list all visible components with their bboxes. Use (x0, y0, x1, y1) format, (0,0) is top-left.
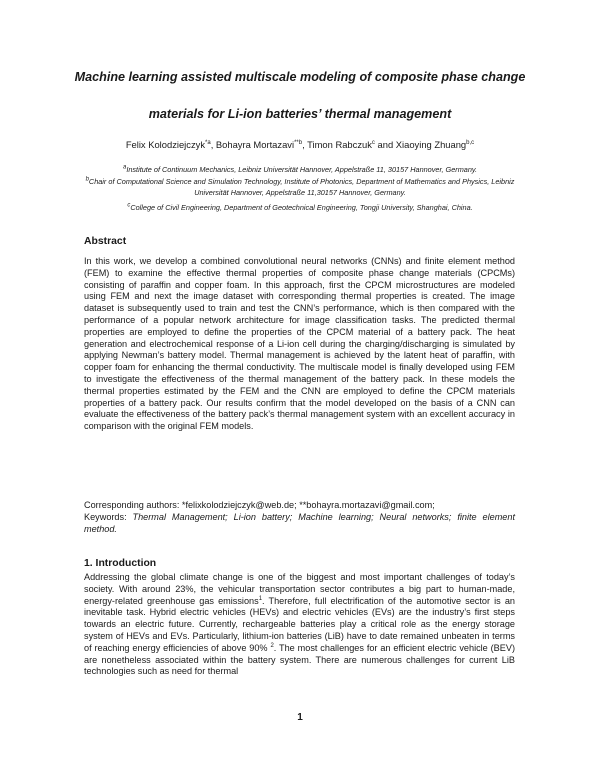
keywords-text: Thermal Management; Li-ion battery; Machine learning; Neural networks; finite element method. (84, 512, 515, 534)
intro-text-part-2: . Therefore, full electrification of the automotive sector is an inevitable task. Hybrid electric vehicles (HEVs) and electric vehicles (EVs) are the industry’s first steps towards an electric future. Currently, rechargeable batteries play a critical role as the energy storage system of HEVs and EVs. Particularly, lithium-ion batteries (LiB) have to date remained unbeaten in terms of reaching energy efficiencies of above 90% (84, 595, 515, 653)
author-marks: c (371, 139, 375, 146)
citation-ref-1[interactable]: 1 (258, 595, 263, 602)
title-line-1: Machine learning assisted multiscale modeling of composite phase change (74, 70, 526, 84)
affiliation-mark: b (85, 176, 89, 183)
corresponding-authors: Corresponding authors: *felixkolodziejczyk@web.de; **bohayra.mortazavi@gmail.com; (84, 500, 435, 510)
keywords-label: Keywords: (84, 512, 127, 522)
author-marks: b,c (466, 139, 475, 146)
abstract-heading: Abstract (84, 236, 127, 247)
affiliation-b (70, 176, 530, 198)
affiliation-a (70, 164, 530, 175)
affiliation-mark: c (127, 202, 131, 209)
author-list: Felix Kolodziejczyk$^{*a}$, Bohayra Mortazavi$^{**b}$, Timon Rabczuk$^c$ and Xiaoying Zhuang$^{b,c}$ (125, 139, 475, 150)
intro-text-part-1: Addressing the global climate change is one of the biggest and most important challenges of today’s society. With around 23%, the vehicular transportation sector contributes a big part to human-made, energy-related greenhouse gas emissions (84, 572, 515, 606)
author-marks: **b (294, 139, 303, 146)
title-line-2: materials for Li-ion batteries’ thermal management (148, 107, 452, 121)
affiliation-text: College of Civil Engineering, Department of Geotechnical Engineering, Tongji University, Shanghai, China. (130, 203, 473, 212)
introduction-text (84, 572, 515, 678)
abstract-text: In this work, we develop a combined convolutional neural networks (CNNs) and finite element method (FEM) to examine the effective thermal properties of composite phase change materials (CPCMs) consisting of paraffin and copper foam. In this approach, first the CPCM microstructures are modeled using FEM and next the image dataset with corresponding thermal properties is created. The image dataset is subsequently used to train and test the CNN’s performance, which is then compared with the performance of a popular network architecture for image classification tasks. The predicted thermal properties are employed to define the properties of the CPCM material of a battery pack. The heat generation and electrochemical response of a Li-ion cell during the charging/discharging is simulated by applying Newman’s battery model. Thermal management is achieved by the latent heat of paraffin, with copper foam for enhancing the thermal conductivity. The multiscale model is finally developed using FEM to investigate the effectiveness of the thermal management of the battery pack. In these models the thermal properties estimated by the FEM and the CNN are employed to define the CPCM materials properties of a battery pack. Our results confirm that the model developed on the basis of a CNN can evaluate the effectiveness of the battery pack’s thermal management system with an excellent accuracy in comparison with the original FEM models. (84, 256, 515, 432)
affiliation-c (70, 202, 530, 213)
keywords (84, 512, 515, 536)
affiliation-mark: a (122, 164, 127, 171)
introduction-heading: 1. Introduction (84, 558, 157, 569)
author-name: Timon Rabczuk (307, 139, 372, 150)
author-name: Felix Kolodziejczyk (125, 139, 206, 150)
intro-text-part-3: . The most challenges for an efficient electric vehicle (BEV) are nonetheless associated within the battery system. There are numerous challenges for current LiB technologies such as need for thermal (84, 642, 515, 677)
author-marks: *a (205, 139, 211, 146)
affiliation-text: Chair of Computational Science and Simulation Technology, Institute of Photonics, Department of Mathematics and Physics, Leibniz Universität Hannover, Appelstraße 11,30157 Hannover, Germany. (88, 177, 515, 197)
page-number: 1 (297, 712, 303, 723)
citation-ref-2[interactable]: 2 (270, 642, 274, 649)
author-name: Bohayra Mortazavi (215, 139, 295, 150)
author-name: Xiaoying Zhuang (395, 139, 467, 150)
affiliation-text: Institute of Continuum Mechanics, Leibniz Universität Hannover, Appelstraße 11, 30157 Hannover, Germany. (126, 165, 478, 174)
